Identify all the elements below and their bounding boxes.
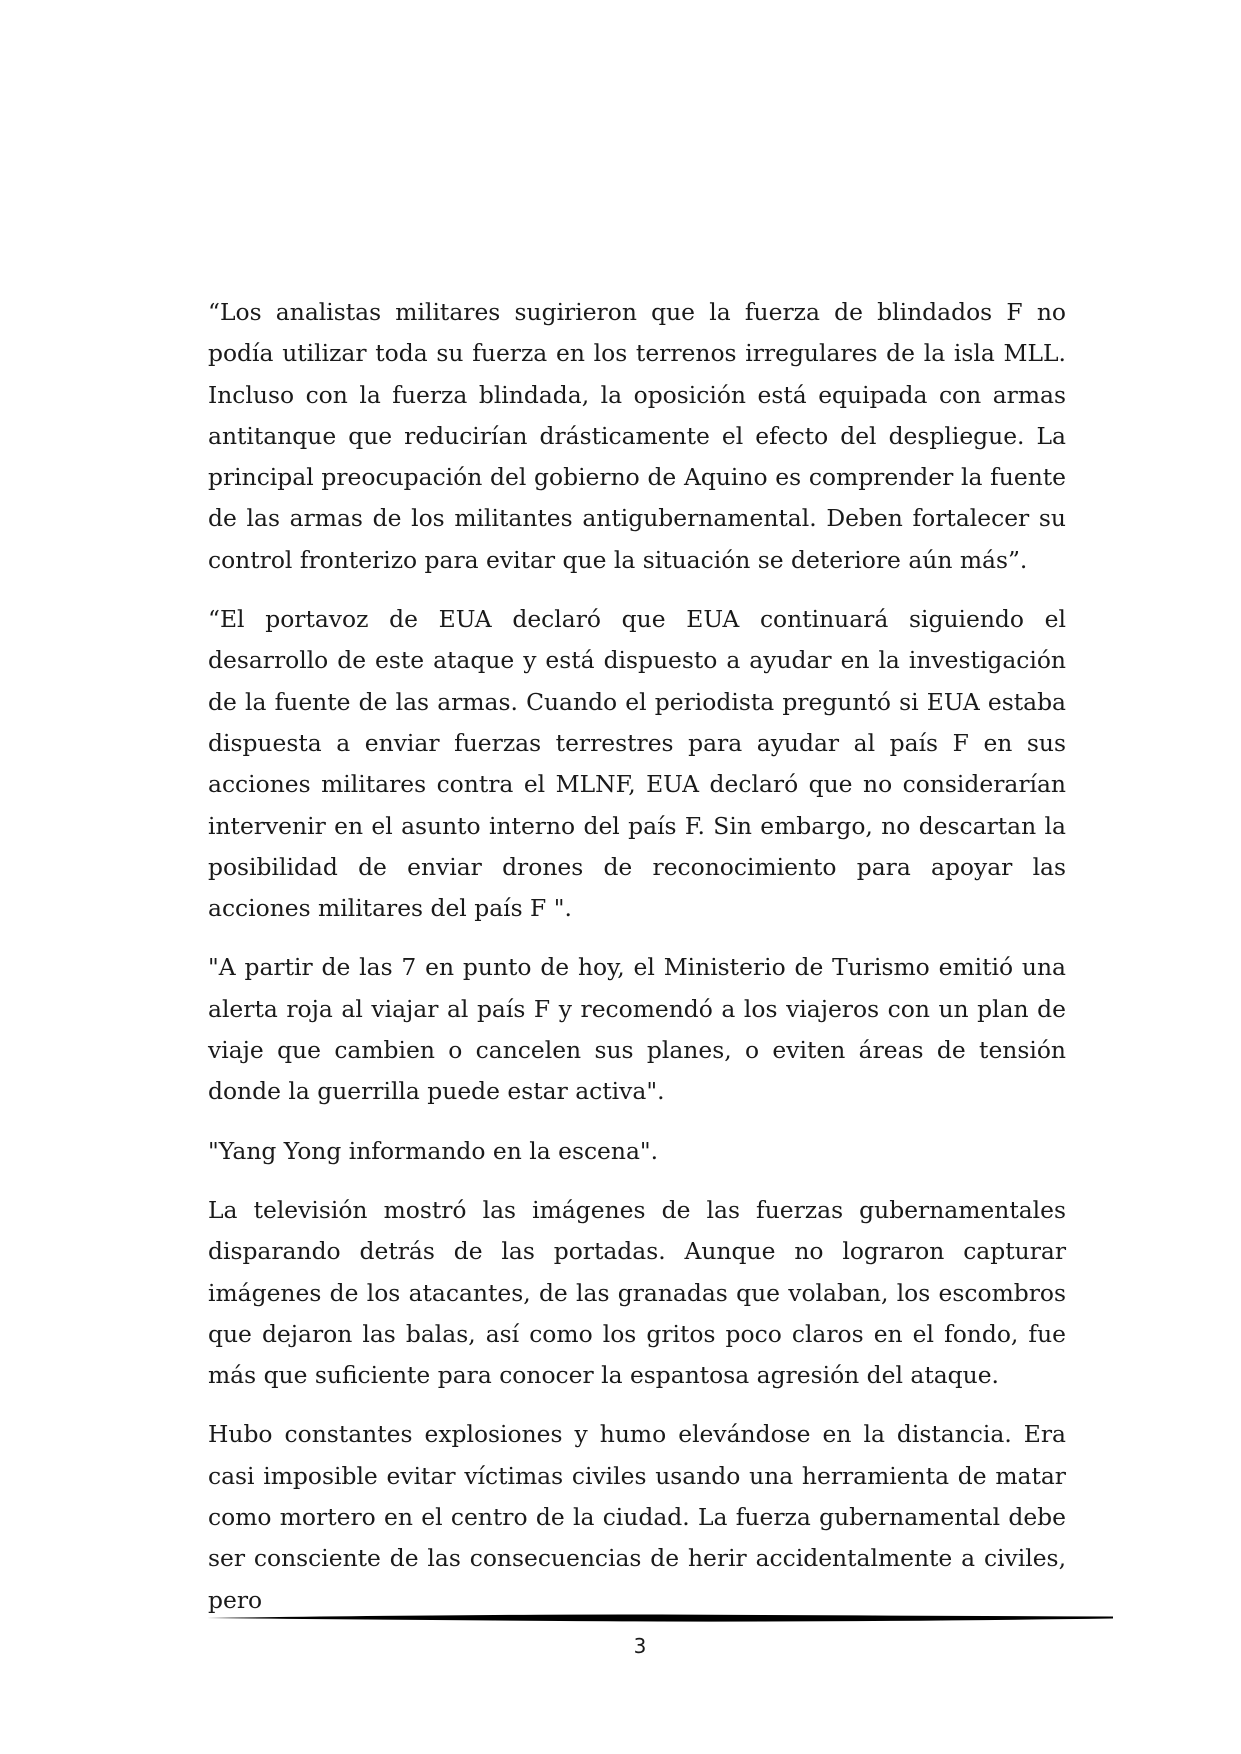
footer-rule-line	[207, 1614, 1113, 1621]
paragraph-analysts: “Los analistas militares sugirieron que la fuerza de blindados F no podía utilizar toda su fuerza en los terrenos irregulares de la isla MLL. Incluso con la fuerza blindada, la oposición está equipada con armas antitanque que reducirían drásticamente el efecto del despliegue. La principal preocupación del gobierno de Aquino es comprender la fuente de las armas de los militantes antigubernamental. Deben fortalecer su control fronterizo para evitar que la situación se deteriore aún más”.	[208, 298, 1066, 574]
paragraph-spokesperson: “El portavoz de EUA declaró que EUA continuará siguiendo el desarrollo de este ataque y está dispuesto a ayudar en la investigación de la fuente de las armas. Cuando el periodista preguntó si EUA estaba dispuesta a enviar fuerzas terrestres para ayudar al país F en sus acciones militares contra el MLNF, EUA declaró que no considerarían intervenir en el asunto interno del país F. Sin embargo, no descartan la posibilidad de enviar drones de reconocimiento para apoyar las acciones militares del país F ".	[208, 605, 1066, 923]
footer-rule	[207, 1613, 1113, 1623]
body-text	[208, 292, 1066, 1639]
paragraph-television: La televisión mostró las imágenes de las fuerzas gubernamentales disparando detrás de las portadas. Aunque no lograron capturar imágenes de los atacantes, de las granadas que volaban, los escombros que dejaron las balas, así como los gritos poco claros en el fondo, fue más que suficiente para conocer la espantosa agresión del ataque.	[208, 1195, 1066, 1390]
paragraph-reporter-signoff: "Yang Yong informando en la escena".	[208, 1136, 659, 1165]
paragraph-tourism-alert: "A partir de las 7 en punto de hoy, el Ministerio de Turismo emitió una alerta roja al viajar al país F y recomendó a los viajeros con un plan de viaje que cambien o cancelen sus planes, o eviten áreas de tensión donde la guerrilla puede estar activa".	[208, 953, 1066, 1106]
page-number: 3	[633, 1634, 647, 1658]
paragraph-explosions: Hubo constantes explosiones y humo elevándose en la distancia. Era casi imposible evitar víctimas civiles usando una herramienta de matar como mortero en el centro de la ciudad. La fuerza gubernamental debe ser consciente de las consecuencias de herir accidentalmente a civiles, pero	[208, 1420, 1066, 1614]
